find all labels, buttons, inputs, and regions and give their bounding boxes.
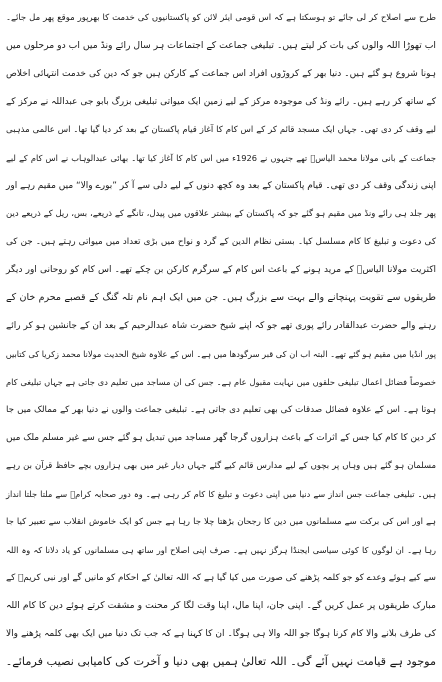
article-line: پور انڈیا میں مقیم ہو گئے تھے۔ البتہ اب ان کی قبر سرگودھا میں ہے۔ اس کے علاوہ شیخ الحدیث مولانا محمد زکریا کی کتابیں: [5, 349, 436, 359]
article-line: سے کیے ہوئے وعدے کو جو کلمہ پڑھنے کی صورت میں کیا گیا ہے کہ اللہ تعالیٰ کے احکام کو مانیں گے اور نبی کریمؐ کے: [6, 573, 436, 583]
article-line: کر دین کا کام کیا جس کے اثرات کے باعث ہزاروں گرجا گھر مساجد میں تبدیل ہو گئے جس سے غیر مسلم ملک میں: [6, 433, 436, 443]
article-line: ہے اور اس کی برکت سے مسلمانوں میں دین کا رجحان بڑھتا چلا جا رہا ہے جس کو ایک خاموش انقلاب سے تعبیر کیا جا: [6, 517, 436, 527]
article-line: لیے وقف کر دی تھی۔ جہاں ایک مسجد قائم کر کے اس کام کا آغاز قیام پاکستان کے بعد کر دیا گیا تھا۔ اس عالمی مذہبی: [6, 125, 436, 135]
article-line: ہیں۔ تبلیغی جماعت جس انداز سے دنیا میں اپنی دعوت و تبلیغ کا کام کر رہی ہے۔ وہ دور صحابہ کرامؓ سے ملتا جلتا انداز: [6, 489, 436, 499]
article-line: کی دعوت و تبلیغ کا کام مسلسل کیا۔ بستی نظام الدین کے گرد و نواح میں بڑی تعداد میں میواتی رہتے ہیں۔ جن کی: [6, 237, 436, 247]
article-line: مبارک طریقوں پر عمل کریں گے۔ اپنی جان، اپنا مال، اپنا وقت لگا کر محنت و مشقت کرتے ہوئے دین کا کام اللہ: [6, 600, 436, 611]
article-line: اب تھوڑا اللہ والوں کی بات کر لیتے ہیں۔ تبلیغی جماعت کے اجتماعات ہر سال رائے ونڈ میں اب دو مرحلوں میں: [6, 40, 436, 51]
article-line: پھر جلد ہی رائے ونڈ میں مقیم ہو گئے جو کہ پاکستان کے بیشتر علاقوں میں پیدل، تانگے کے ذریعے، بس، ریل کے ذریعے دین: [6, 209, 436, 219]
article-line: طرح سے اصلاح کر لی جائے تو ہوسکتا ہے کہ اس قومی ایئر لائن کو پاکستانیوں کی خدمت کا بھرپور موقع پھر مل جائے۔: [6, 13, 436, 23]
article-line: اپنی زندگی وقف کر دی تھی۔ قیام پاکستان کے بعد وہ کچھ دنوں کے لیے دلی سے آ کر ”بورے والا“ میں مقیم رہے اور: [6, 181, 436, 191]
article-line: جماعت کے بانی مولانا محمد الیاسؒ تھے جنہوں نے 1926ء میں اس کام کا آغاز کیا تھا۔ بھائی عبدالوہاب نے اس کام کے لیے: [6, 153, 436, 163]
article-line: خصوصاً فضائل اعمال تبلیغی حلقوں میں نہایت مقبول عام ہے۔ جس کی ان مساجد میں تعلیم دی جاتی ہے جہاں تبلیغی کام: [6, 377, 436, 387]
article-line: ہوتا ہے۔ اس کے علاوہ فضائل صدقات کی بھی تعلیم دی جاتی ہے۔ تبلیغی جماعت والوں نے دنیا بھر کے ممالک میں جا: [6, 405, 436, 415]
article-line: رہا ہے۔ ان لوگوں کا کوئی سیاسی ایجنڈا ہرگز نہیں ہے۔ صرف اپنی اصلاح اور ساتھ ہی مسلمانوں کو یاد دلانا کہ وہ اللہ: [6, 545, 436, 555]
article-line: رہنے والے حضرت عبدالقادر رائے پوری تھے جو کہ اپنے شیخ حضرت شاہ عبدالرحیم کے بعد ان کے جانشین ہو کر رائے: [6, 321, 436, 331]
article-line: طریقوں سے تقویت پہنچانے والے بہت سے بزرگ ہیں۔ جن میں ایک اہم نام تلہ گنگ کے قصبے محرم خان کے: [6, 292, 436, 303]
article-line: اکثریت مولانا الیاسؒ کے مرید ہونے کے باعث اس کام کے سرگرم کارکن بن چکے تھے۔ اس کام کو روحانی اور دیگر: [6, 265, 436, 275]
article-line: مسلمان ہو گئے ہیں وہاں پر بچوں کے لیے مدارس قائم کیے گئے جہاں دیار غیر میں بھی ہزاروں بچے حافظ قرآن بن رہے: [6, 461, 436, 471]
article-line: موجود ہے قیامت نہیں آئے گی۔ اللہ تعالیٰ ہمیں بھی دنیا و آخرت کی کامیابی نصیب فرمائے۔: [5, 655, 436, 668]
article-line: کی طرف بلانے والا کام کرنا ہوگا جو اللہ والا ہی ہوگا۔ ان کا کہنا ہے کہ جب تک دنیا میں ایک بھی کلمہ پڑھنے والا: [6, 629, 436, 639]
article-line: ہونا شروع ہو گئے ہیں۔ دنیا بھر کے کروڑوں افراد اس جماعت کے کارکن ہیں جو کہ دین کی خدمت انتہائی اخلاص: [6, 69, 436, 79]
article-line: کے ساتھ کر رہے ہیں۔ رائے ونڈ کی موجودہ مرکز کے لیے زمین ایک میواتی تبلیغی بزرگ بابو جی عبداللہ نے مرکز کے: [6, 97, 436, 107]
